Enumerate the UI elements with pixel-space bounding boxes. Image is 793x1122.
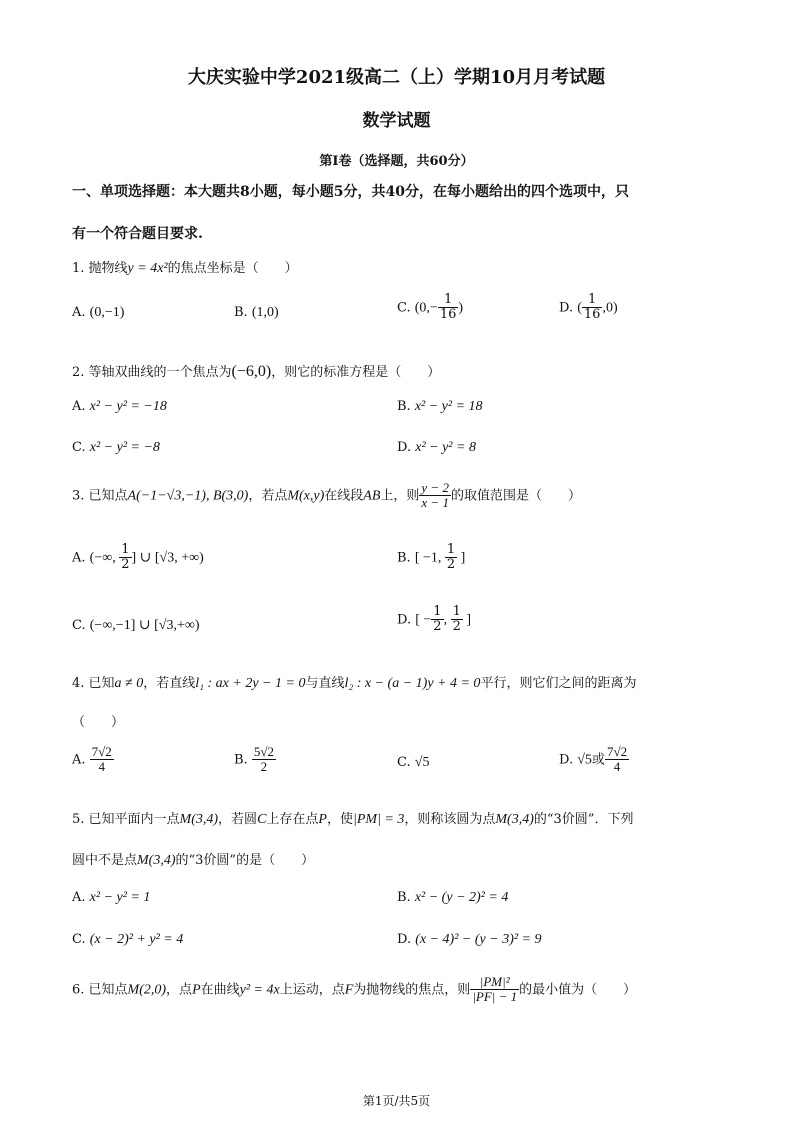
option-pre: (0,−: [414, 300, 438, 316]
q3-option-a[interactable]: [72, 543, 204, 573]
question-6-prefix: 6. 已知点: [72, 982, 128, 998]
question-3-mid: ，若点: [248, 488, 288, 504]
q4-option-c[interactable]: [397, 755, 429, 771]
fraction-denominator: |PF| − 1: [472, 989, 518, 1005]
fraction: [90, 745, 114, 775]
option-pre: [ −1,: [414, 550, 445, 566]
question-1-prefix: 1. 抛物线: [72, 261, 128, 276]
fraction: [438, 293, 459, 323]
question-6-curve: y² = 4x: [239, 982, 280, 998]
page-subtitle: 数学试题: [362, 111, 431, 131]
option-value: x² − y² = 1: [89, 890, 151, 905]
question-3-points: A(−1−√3,−1), B(3,0): [127, 488, 249, 504]
question-6-mid: ，点: [166, 982, 193, 998]
option-post: ]: [462, 612, 472, 628]
question-2: [72, 361, 440, 381]
option-value: √5: [414, 755, 430, 770]
fraction-denominator: 2: [260, 759, 268, 775]
option-pre: [ −: [415, 612, 432, 628]
option-label: D.: [559, 300, 574, 316]
fraction-numerator: y − 2: [421, 480, 449, 495]
question-5-circle: C: [257, 812, 267, 827]
fraction-numerator: 7√2: [606, 744, 628, 759]
question-4-mid2: 与直线: [305, 676, 345, 691]
question-5-line2-pre: 圆中不是点: [72, 853, 138, 868]
question-3-prefix: 3. 已知点: [72, 488, 128, 504]
option-label: C.: [72, 932, 86, 947]
question-5-line2: [72, 849, 314, 869]
fraction-denominator: 16: [583, 307, 601, 323]
option-mid: ,: [443, 612, 451, 628]
question-3-mid3: 上，则: [380, 488, 420, 504]
question-1: [72, 257, 298, 277]
option-label: B.: [397, 890, 411, 905]
fraction-numerator: 5√2: [253, 744, 274, 759]
question-6-point: M(2,0): [127, 982, 167, 998]
option-value: (x − 2)² + y² = 4: [89, 932, 184, 947]
option-value: (0,−1): [89, 305, 125, 320]
option-value: x² − y² = −18: [89, 399, 167, 414]
option-label: D.: [397, 932, 412, 947]
fraction-numerator: 7√2: [91, 744, 112, 759]
option-post: ] ∪ [√3, +∞): [131, 550, 204, 566]
option-value: x² − (y − 2)² = 4: [414, 890, 509, 905]
question-3-point-m: M(x,y): [287, 488, 325, 504]
option-value: (1,0): [251, 305, 279, 320]
option-label: A.: [72, 399, 86, 414]
question-4-suffix: 平行，则它们之间的距离为: [480, 676, 637, 691]
option-value: x² − y² = −8: [89, 440, 160, 455]
q2-option-b[interactable]: [397, 399, 483, 415]
fraction-numerator: 1: [452, 604, 461, 619]
q1-option-b[interactable]: [234, 305, 279, 321]
question-4-line1: l₁ : ax + 2y − 1 = 0: [195, 676, 306, 691]
fraction-numerator: |PM|²: [470, 975, 519, 990]
question-5-point2: M(3,4): [495, 812, 534, 827]
fraction-numerator: 1: [446, 542, 456, 557]
question-5-line2-suffix: 的“3价圆”的是（ ）: [175, 853, 315, 868]
question-5-p: P: [318, 812, 327, 827]
option-label: C.: [72, 618, 86, 633]
question-6-mid2: 在曲线: [200, 982, 240, 998]
option-label: B.: [234, 752, 248, 768]
option-label: D.: [397, 440, 412, 455]
question-4-line2: l₂ : x − (a − 1)y + 4 = 0: [344, 676, 481, 691]
q2-option-a[interactable]: [72, 399, 167, 415]
question-5-dist: |PM| = 3: [353, 812, 405, 827]
section-heading-line2: 有一个符合题目要求.: [72, 226, 203, 242]
question-1-suffix: 的焦点坐标是（ ）: [167, 261, 298, 276]
fraction-denominator: 2: [433, 619, 442, 635]
question-5: [72, 808, 633, 828]
q4-option-a[interactable]: [72, 745, 114, 775]
question-4-cond: a ≠ 0: [114, 676, 144, 691]
fraction-numerator: 1: [433, 604, 442, 619]
question-4-mid: ，若直线: [143, 676, 196, 691]
option-label: A.: [72, 890, 86, 905]
question-3: [72, 481, 581, 511]
option-or: 或: [591, 752, 605, 768]
option-label: A.: [72, 305, 86, 320]
fraction-denominator: 16: [439, 307, 457, 323]
q5-option-b[interactable]: [397, 890, 508, 906]
question-6-mid3: 上运动，点: [279, 982, 345, 998]
q4-option-d[interactable]: [559, 745, 629, 775]
section-heading-line1: 一、单项选择题：本大题共8小题，每小题5分，共40分，在每小题给出的四个选项中，只: [72, 184, 629, 200]
question-5-prefix: 5. 已知平面内一点: [72, 812, 180, 827]
option-value: x² − y² = 18: [414, 399, 483, 414]
q2-option-c[interactable]: [72, 440, 160, 456]
question-5-mid: ，若圆: [218, 812, 258, 827]
fraction: [119, 543, 131, 573]
q2-option-d[interactable]: [397, 440, 476, 456]
q5-option-c[interactable]: [72, 932, 183, 948]
question-6-fraction: [470, 975, 519, 1005]
fraction: [582, 293, 603, 323]
option-label: C.: [397, 300, 411, 316]
fraction: [445, 543, 457, 573]
question-2-suffix: ，则它的标准方程是（ ）: [271, 365, 441, 380]
fraction-denominator: 2: [121, 557, 130, 573]
fraction-denominator: 4: [98, 759, 105, 775]
question-6-suffix: 的最小值为（ ）: [519, 982, 637, 998]
fraction: [605, 745, 629, 775]
question-4-paren: （ ）: [72, 715, 125, 730]
question-3-mid2: 在线段: [324, 488, 364, 504]
question-5-point: M(3,4): [179, 812, 219, 827]
option-label: D.: [559, 752, 574, 768]
question-5-suffix: 的“3价圆”．下列: [533, 812, 634, 827]
volume-heading: 第Ⅰ卷（选择题，共60分）: [319, 154, 474, 169]
q5-option-d[interactable]: [397, 932, 542, 948]
option-value: x² − y² = 8: [415, 440, 476, 455]
question-5-mid2: 上存在点: [266, 812, 319, 827]
question-1-expr: y = 4x²: [127, 261, 168, 276]
fraction: [451, 605, 463, 635]
option-label: D.: [397, 612, 412, 628]
q1-option-d[interactable]: [559, 293, 618, 323]
q1-option-a[interactable]: [72, 305, 124, 321]
option-label: B.: [397, 550, 411, 566]
question-2-prefix: 2. 等轴双曲线的一个焦点为: [72, 365, 232, 380]
option-post: ]: [457, 550, 466, 566]
question-4-prefix: 4. 已知: [72, 676, 115, 691]
option-label: C.: [72, 440, 86, 455]
fraction-numerator: 1: [582, 293, 603, 308]
question-2-point: (−6,0): [231, 363, 272, 380]
fraction-numerator: 1: [121, 542, 130, 557]
fraction-denominator: 2: [452, 619, 461, 635]
q4-option-b[interactable]: [234, 745, 276, 775]
question-6-f: F: [344, 982, 354, 998]
question-5-mid3: ，使: [326, 812, 353, 827]
question-5-line2-point: M(3,4): [137, 853, 176, 868]
fraction: [252, 745, 276, 775]
question-6: [72, 975, 636, 1005]
q3-option-c[interactable]: [72, 617, 199, 634]
option-post: ,0): [602, 300, 618, 316]
fraction-numerator: 1: [438, 293, 459, 308]
question-3-fraction: [419, 481, 451, 511]
page-title: 大庆实验中学2021级高二（上）学期10月月考试题: [187, 67, 606, 88]
fraction-denominator: 4: [613, 759, 621, 775]
question-5-mid4: ，则称该圆为点: [404, 812, 496, 827]
option-label: B.: [397, 399, 411, 414]
option-pre: √5: [577, 752, 592, 768]
q3-option-d[interactable]: [397, 605, 471, 635]
option-value: (x − 4)² − (y − 3)² = 9: [415, 932, 542, 947]
q1-option-c[interactable]: [397, 293, 463, 323]
question-4: [72, 672, 636, 692]
fraction-denominator: x − 1: [421, 495, 449, 511]
question-6-p: P: [192, 982, 201, 998]
option-value: (−∞,−1] ∪ [√3,+∞): [89, 618, 200, 633]
page-number: 第1页/共5页: [362, 1094, 431, 1108]
question-6-mid4: 为抛物线的焦点，则: [353, 982, 471, 998]
q3-option-b[interactable]: [397, 543, 465, 573]
fraction-denominator: 2: [446, 557, 456, 573]
option-label: C.: [397, 755, 411, 770]
question-3-segment: AB: [363, 488, 381, 504]
q5-option-a[interactable]: [72, 890, 150, 906]
option-post: ): [458, 300, 464, 316]
fraction: [431, 605, 443, 635]
option-pre: (−∞,: [89, 550, 120, 566]
option-label: A.: [72, 752, 86, 768]
option-label: B.: [234, 305, 248, 320]
option-pre: (: [577, 300, 582, 316]
question-3-suffix: 的取值范围是（ ）: [450, 488, 581, 504]
option-label: A.: [72, 550, 86, 566]
